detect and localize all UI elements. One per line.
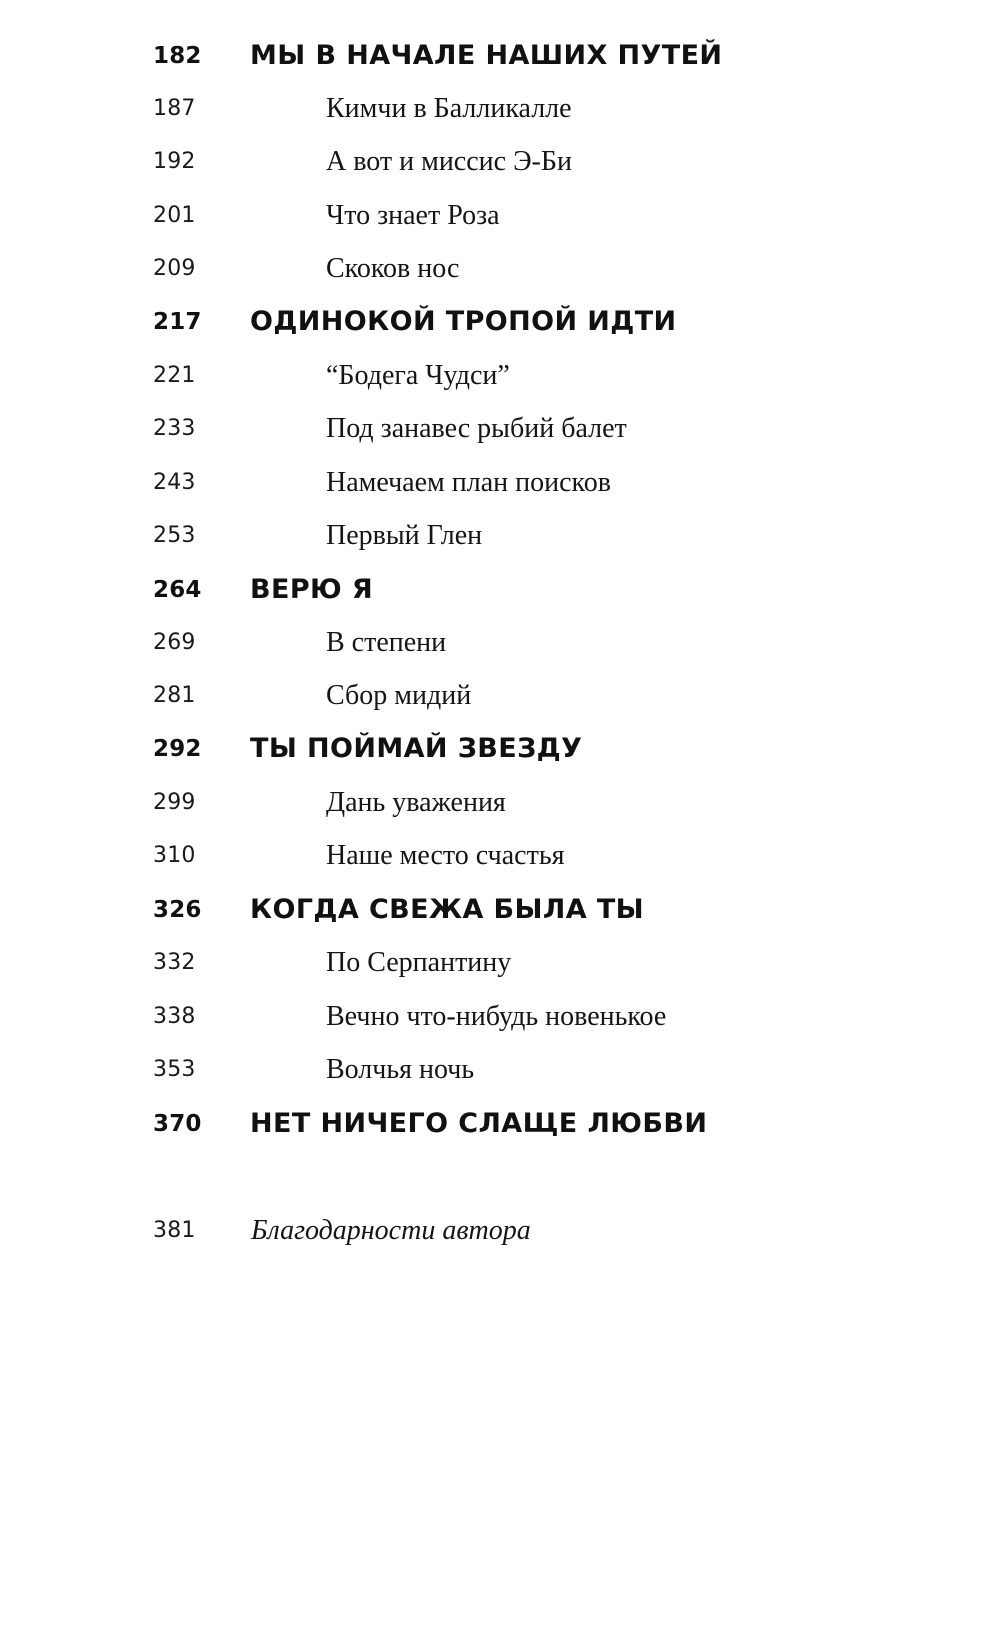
page-number: 281: [153, 683, 196, 708]
toc-chapter: [0, 188, 1000, 244]
part-title: ОДИНОКОЙ ТРОПОЙ ИДТИ: [250, 306, 677, 337]
chapter-title: В степени: [326, 627, 447, 658]
page-number: 243: [153, 470, 196, 495]
page-number: 209: [153, 256, 196, 281]
page-number: 332: [153, 950, 196, 975]
chapter-title: Скоков нос: [326, 253, 460, 284]
part-title: ВЕРЮ Я: [250, 574, 374, 605]
toc-chapter: [0, 668, 1000, 724]
page-number: 381: [153, 1218, 196, 1243]
page-number: 217: [153, 309, 202, 335]
toc-part: [0, 28, 1000, 84]
chapter-title: Сбор мидий: [326, 680, 472, 711]
page-number: 201: [153, 203, 196, 228]
toc-chapter: [0, 134, 1000, 190]
page-number: 221: [153, 363, 196, 388]
toc-chapter: [0, 455, 1000, 511]
page-number: 299: [153, 790, 196, 815]
toc-chapter: [0, 935, 1000, 991]
page-number: 370: [153, 1111, 202, 1137]
chapter-title: Что знает Роза: [326, 200, 500, 231]
page-number: 338: [153, 1004, 196, 1029]
page-number: 182: [153, 43, 202, 69]
page-number: 253: [153, 523, 196, 548]
page-number: 233: [153, 416, 196, 441]
chapter-title: Под занавес рыбий балет: [326, 413, 627, 444]
toc-chapter: [0, 828, 1000, 884]
toc-chapter: [0, 615, 1000, 671]
part-title: НЕТ НИЧЕГО СЛАЩЕ ЛЮБВИ: [250, 1108, 708, 1139]
part-title: ТЫ ПОЙМАЙ ЗВЕЗДУ: [250, 733, 583, 764]
toc-part: [0, 1096, 1000, 1152]
chapter-title: Наше место счастья: [326, 840, 565, 871]
toc-chapter: [0, 401, 1000, 457]
page-number: 269: [153, 630, 196, 655]
chapter-title: Кимчи в Балликалле: [326, 93, 572, 124]
chapter-title: Намечаем план поисков: [326, 467, 611, 498]
toc-part: [0, 562, 1000, 618]
chapter-title: А вот и миссис Э-Би: [326, 146, 572, 177]
chapter-title: Вечно что-нибудь новенькое: [326, 1001, 667, 1032]
toc-acknowledgements: [0, 1203, 1000, 1259]
chapter-title: Волчья ночь: [326, 1054, 475, 1085]
part-title: МЫ В НАЧАЛЕ НАШИХ ПУТЕЙ: [250, 40, 723, 71]
toc-chapter: [0, 989, 1000, 1045]
page-number: 192: [153, 149, 196, 174]
toc-chapter: [0, 348, 1000, 404]
chapter-title: По Серпантину: [326, 947, 512, 978]
chapter-title: Дань уважения: [326, 787, 506, 818]
toc-chapter: [0, 81, 1000, 137]
chapter-title: “Бодега Чудси”: [326, 360, 510, 391]
page-number: 353: [153, 1057, 196, 1082]
page-number: 264: [153, 577, 202, 603]
page-number: 292: [153, 736, 202, 762]
page-number: 326: [153, 897, 202, 923]
acknowledgements-title: Благодарности автора: [251, 1215, 531, 1246]
toc-chapter: [0, 508, 1000, 564]
toc-part: [0, 294, 1000, 350]
toc-part: [0, 882, 1000, 938]
page-number: 310: [153, 843, 196, 868]
chapter-title: Первый Глен: [326, 520, 483, 551]
toc-chapter: [0, 1042, 1000, 1098]
page-number: 187: [153, 96, 196, 121]
toc-chapter: [0, 241, 1000, 297]
part-title: КОГДА СВЕЖА БЫЛА ТЫ: [250, 894, 645, 925]
toc-part: [0, 721, 1000, 777]
toc-chapter: [0, 775, 1000, 831]
